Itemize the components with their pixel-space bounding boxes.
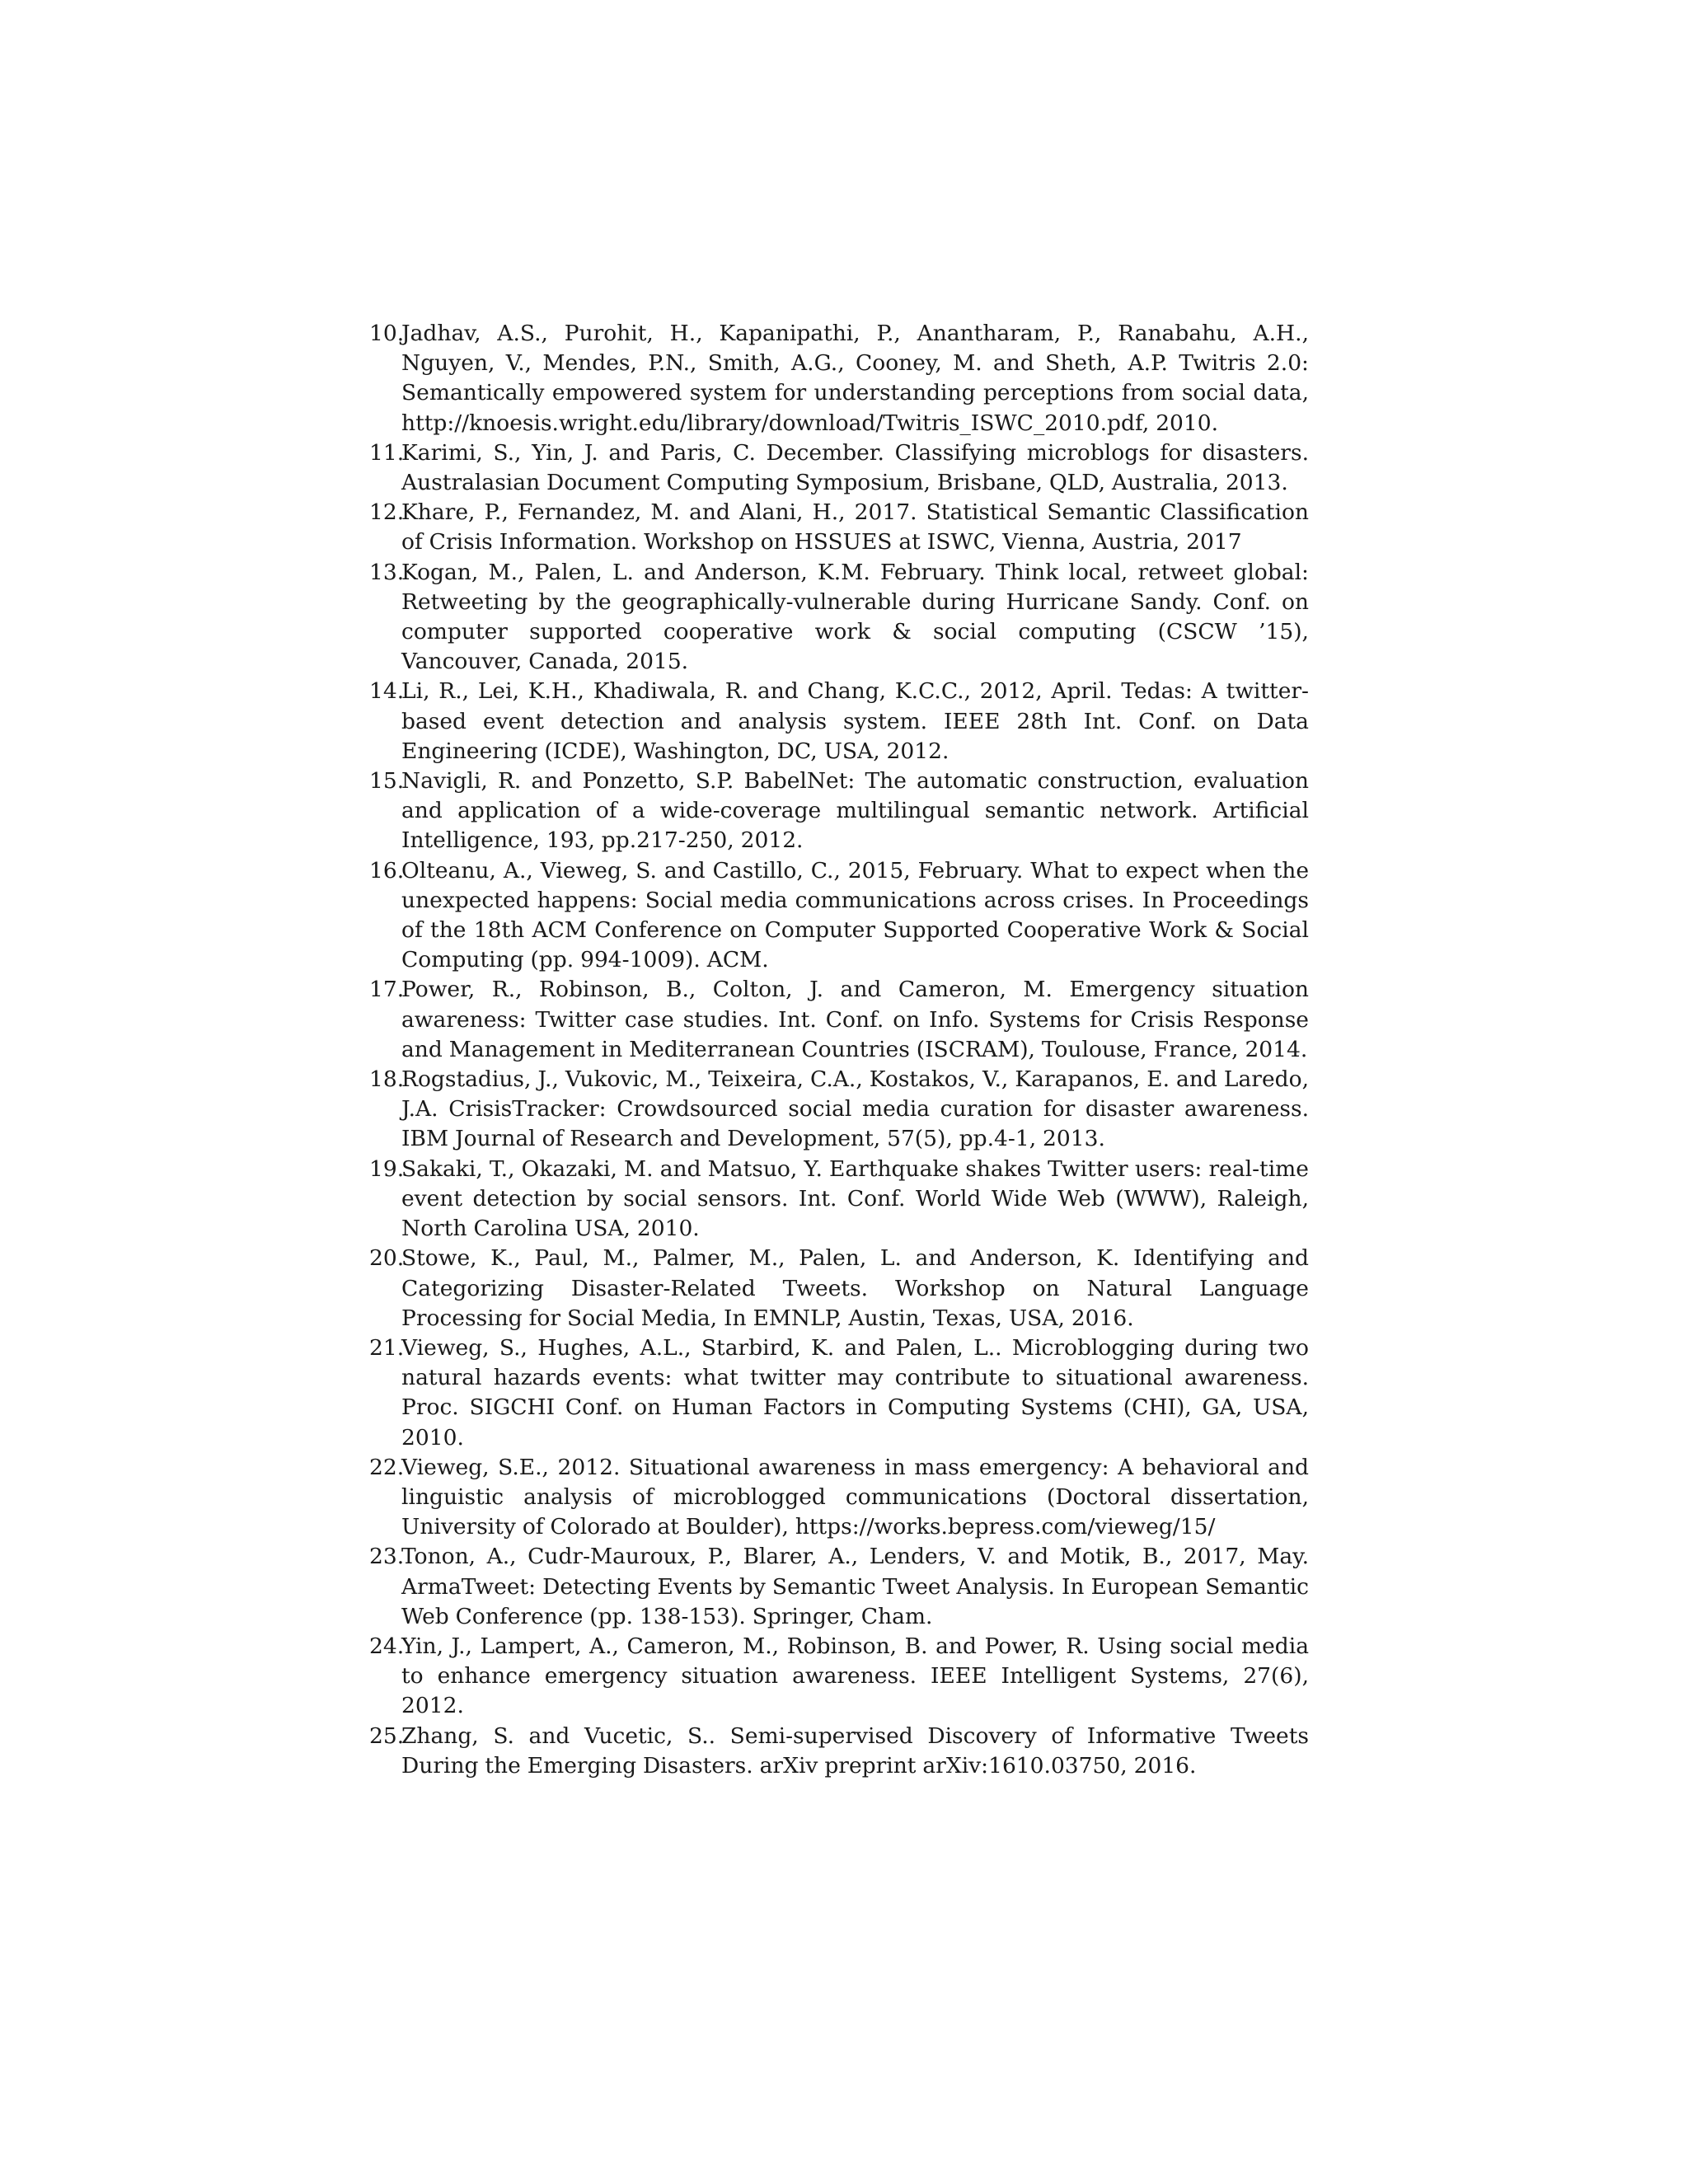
reference-item <box>369 1065 1309 1155</box>
reference-item <box>369 319 1309 438</box>
reference-item <box>369 766 1309 856</box>
reference-item <box>369 975 1309 1065</box>
reference-text: Rogstadius, J., Vukovic, M., Teixeira, C.A., Kostakos, V., Karapanos, E. and Laredo, J.A. CrisisTracker: Crowdsourced social media curation for disaster awareness. IBM Journal of Research and Development, 57(5), pp.4-1, 2013. <box>401 1066 1309 1152</box>
reference-number: 10. <box>369 321 405 346</box>
reference-number: 20. <box>369 1245 405 1272</box>
reference-text: Zhang, S. and Vucetic, S.. Semi-supervised Discovery of Informative Tweets During the Emerging Disasters. arXiv preprint arXiv:1610.03750, 2016. <box>401 1722 1309 1779</box>
reference-text: Power, R., Robinson, B., Colton, J. and Cameron, M. Emergency situation awareness: Twitter case studies. Int. Conf. on Info. Systems for Crisis Response and Management in Mediterranean Countries (ISCRAM), Toulouse, France, 2014. <box>401 977 1309 1062</box>
reference-item <box>369 498 1309 557</box>
reference-number: 19. <box>369 1155 405 1182</box>
reference-number: 16. <box>369 857 405 883</box>
reference-text: Stowe, K., Paul, M., Palmer, M., Palen, L. and Anderson, K. Identifying and Categorizing Disaster-Related Tweets. Workshop on Natural Language Processing for Social Media, In EMNLP, Austin, Texas, USA, 2016. <box>401 1245 1309 1331</box>
reference-item <box>369 856 1309 976</box>
reference-item <box>369 1632 1309 1722</box>
reference-text: Navigli, R. and Ponzetto, S.P. BabelNet: The automatic construction, evaluation and application of a wide-coverage multilingual semantic network. Artificial Intelligence, 193, pp.217-250, 2012. <box>401 768 1309 854</box>
reference-item <box>369 558 1309 677</box>
reference-number: 25. <box>369 1722 405 1749</box>
reference-text: Sakaki, T., Okazaki, M. and Matsuo, Y. Earthquake shakes Twitter users: real-time event detection by social sensors. Int. Conf. World Wide Web (WWW), Raleigh, North Carolina USA, 2010. <box>401 1155 1309 1242</box>
reference-text: Olteanu, A., Vieweg, S. and Castillo, C., 2015, February. What to expect when the unexpected happens: Social media communications across crises. In Proceedings of the 18th ACM Conference on Computer Supported Cooperative Work & Social Computing (pp. 994-1009). ACM. <box>401 857 1309 973</box>
reference-text: Kogan, M., Palen, L. and Anderson, K.M. February. Think local, retweet global: Retweeting by the geographically-vulnerable during Hurricane Sandy. Conf. on computer supported cooperative work & social computing (CSCW ’15), Vancouver, Canada, 2015. <box>401 559 1309 675</box>
reference-text: Khare, P., Fernandez, M. and Alani, H., 2017. Statistical Semantic Classification of Crisis Information. Workshop on HSSUES at ISWC, Vienna, Austria, 2017 <box>401 499 1309 555</box>
reference-item <box>369 677 1309 766</box>
reference-number: 12. <box>369 499 405 526</box>
reference-number: 23. <box>369 1544 405 1570</box>
reference-item <box>369 438 1309 498</box>
reference-number: 15. <box>369 768 405 794</box>
reference-number: 14. <box>369 678 405 705</box>
reference-list <box>369 319 1309 1781</box>
reference-item <box>369 1244 1309 1333</box>
reference-number: 13. <box>369 559 405 585</box>
reference-text: Li, R., Lei, K.H., Khadiwala, R. and Chang, K.C.C., 2012, April. Tedas: A twitter-based event detection and analysis system. IEEE 28th Int. Conf. on Data Engineering (ICDE), Washington, DC, USA, 2012. <box>401 678 1309 764</box>
reference-number: 18. <box>369 1066 405 1093</box>
reference-number: 11. <box>369 439 405 466</box>
reference-item <box>369 1453 1309 1543</box>
reference-item <box>369 1155 1309 1244</box>
reference-text: Yin, J., Lampert, A., Cameron, M., Robinson, B. and Power, R. Using social media to enhance emergency situation awareness. IEEE Intelligent Systems, 27(6), 2012. <box>401 1633 1309 1719</box>
reference-text: Karimi, S., Yin, J. and Paris, C. December. Classifying microblogs for disasters. Australasian Document Computing Symposium, Brisbane, QLD, Australia, 2013. <box>401 439 1309 496</box>
reference-number: 24. <box>369 1633 405 1659</box>
reference-text: Vieweg, S.E., 2012. Situational awareness in mass emergency: A behavioral and linguistic analysis of microblogged communications (Doctoral dissertation, University of Colorado at Boulder), https://works.bepress.com/vieweg/15/ <box>401 1454 1309 1540</box>
reference-item <box>369 1333 1309 1453</box>
reference-text: Jadhav, A.S., Purohit, H., Kapanipathi, P., Anantharam, P., Ranabahu, A.H., Nguyen, V., Mendes, P.N., Smith, A.G., Cooney, M. and Sheth, A.P. Twitris 2.0: Semantically empowered system for understanding perceptions from social data, http://knoesis.wright.edu/library/download/Twitris_ISWC_2010.pdf, 2010. <box>401 321 1309 436</box>
reference-text: Vieweg, S., Hughes, A.L., Starbird, K. and Palen, L.. Microblogging during two natural hazards events: what twitter may contribute to situational awareness. Proc. SIGCHI Conf. on Human Factors in Computing Systems (CHI), GA, USA, 2010. <box>401 1334 1309 1451</box>
reference-number: 22. <box>369 1454 405 1480</box>
reference-item <box>369 1542 1309 1632</box>
reference-text: Tonon, A., Cudr-Mauroux, P., Blarer, A., Lenders, V. and Motik, B., 2017, May. ArmaTweet: Detecting Events by Semantic Tweet Analysis. In European Semantic Web Conference (pp. 138-153). Springer, Cham. <box>401 1544 1309 1629</box>
reference-number: 21. <box>369 1334 405 1361</box>
reference-number: 17. <box>369 977 405 1003</box>
reference-item <box>369 1722 1309 1781</box>
